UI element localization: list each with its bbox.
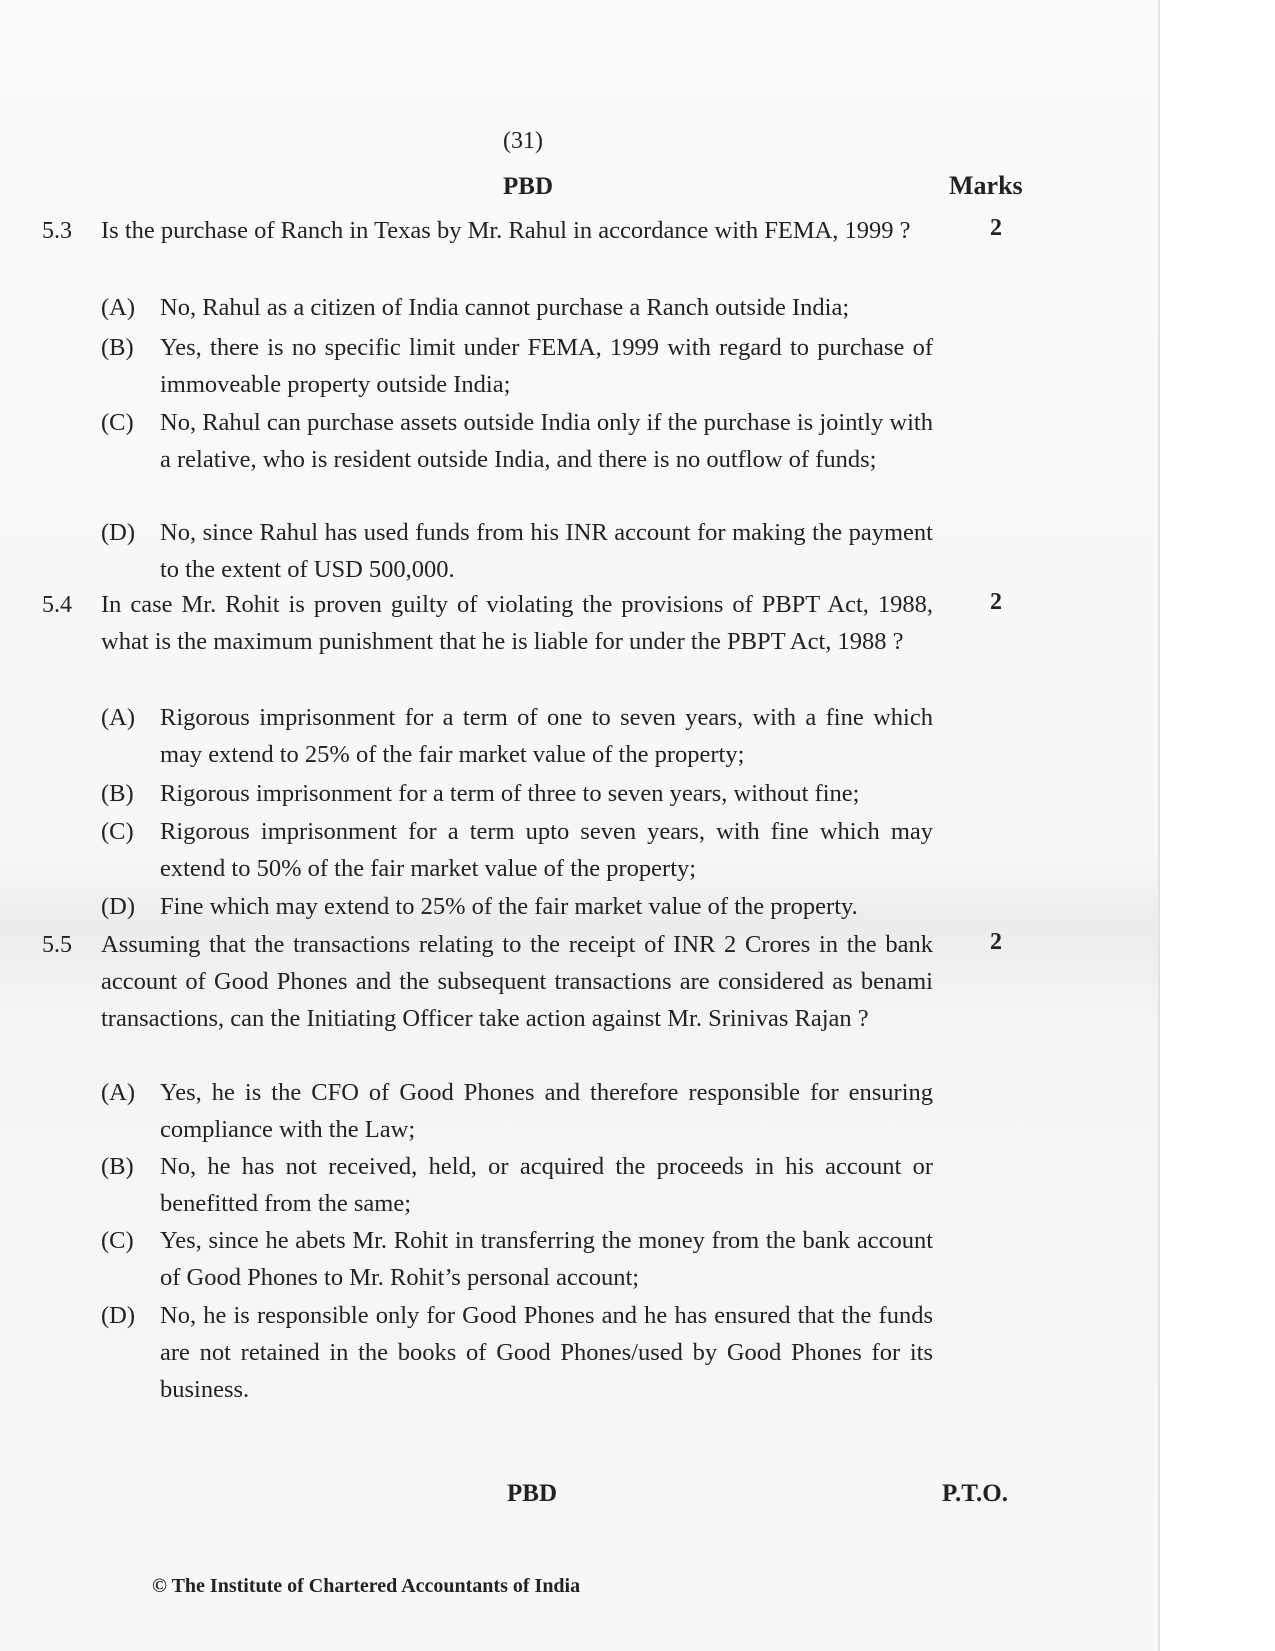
- option-label: (B): [101, 334, 134, 361]
- option-text: Yes, since he abets Mr. Rohit in transferring the money from the bank account of Good Phones to Mr. Rohit’s personal account;: [160, 1227, 933, 1291]
- option-label: (D): [101, 893, 136, 920]
- option-label: (A): [101, 294, 136, 321]
- option-label: (A): [101, 1079, 136, 1106]
- question-text: In case Mr. Rohit is proven guilty of violating the provisions of PBPT Act, 1988, what is the maximum punishment that he is liable for under the PBPT Act, 1988 ?: [101, 591, 933, 655]
- question-number: 5.5: [42, 932, 72, 958]
- question-text: Is the purchase of Ranch in Texas by Mr. Rahul in accordance with FEMA, 1999 ?: [101, 217, 911, 244]
- option-text: No, Rahul can purchase assets outside India only if the purchase is jointly with a relative, who is resident outside India, and there is no outflow of funds;: [160, 409, 933, 473]
- option-label: (C): [101, 409, 134, 436]
- option-label: (A): [101, 704, 136, 731]
- answer-option: [101, 289, 933, 326]
- marks-column-heading: Marks: [949, 171, 1023, 200]
- paper-code-footer: PBD: [507, 1480, 557, 1507]
- option-label: (D): [101, 1302, 136, 1329]
- answer-option: [101, 699, 933, 773]
- page-margin-edge: [1158, 0, 1275, 1651]
- option-text: Rigorous imprisonment for a term upto seven years, with fine which may extend to 50% of the fair market value of the property;: [160, 818, 933, 882]
- answer-option: [101, 329, 933, 403]
- option-text: Yes, he is the CFO of Good Phones and therefore responsible for ensuring compliance with the Law;: [160, 1079, 933, 1143]
- answer-option: [101, 1148, 933, 1222]
- option-text: Yes, there is no specific limit under FEMA, 1999 with regard to purchase of immoveable property outside India;: [160, 334, 933, 398]
- question-text: Assuming that the transactions relating to the receipt of INR 2 Crores in the bank account of Good Phones and the subsequent transactions are considered as benami transactions, can the Initiating Officer take action against Mr. Srinivas Rajan ?: [101, 931, 933, 1032]
- answer-option: [101, 888, 933, 925]
- question-marks: 2: [990, 215, 1002, 241]
- option-text: No, since Rahul has used funds from his INR account for making the payment to the extent of USD 500,000.: [160, 519, 933, 583]
- question-marks: 2: [990, 929, 1002, 955]
- option-label: (D): [101, 519, 136, 546]
- please-turn-over: P.T.O.: [942, 1480, 1008, 1507]
- answer-option: [101, 1222, 933, 1296]
- option-text: Fine which may extend to 25% of the fair market value of the property.: [160, 893, 858, 920]
- page-number: (31): [503, 128, 543, 154]
- copyright-notice: © The Institute of Chartered Accountants of India: [152, 1575, 581, 1597]
- answer-option: [101, 813, 933, 887]
- question-marks: 2: [990, 589, 1002, 615]
- answer-option: [101, 775, 933, 812]
- answer-option: [101, 1074, 933, 1148]
- answer-option: [101, 1297, 933, 1408]
- answer-option: [101, 514, 933, 588]
- option-text: No, he is responsible only for Good Phones and he has ensured that the funds are not retained in the books of Good Phones/used by Good Phones for its business.: [160, 1302, 933, 1403]
- paper-code-header: PBD: [503, 173, 553, 200]
- option-label: (C): [101, 1227, 134, 1254]
- option-label: (C): [101, 818, 134, 845]
- option-text: No, Rahul as a citizen of India cannot purchase a Ranch outside India;: [160, 294, 850, 321]
- option-label: (B): [101, 780, 134, 807]
- option-text: Rigorous imprisonment for a term of one to seven years, with a fine which may extend to 25% of the fair market value of the property;: [160, 704, 933, 768]
- option-text: Rigorous imprisonment for a term of three to seven years, without fine;: [160, 780, 860, 807]
- question-number: 5.4: [42, 592, 72, 618]
- question-number: 5.3: [42, 218, 72, 244]
- option-text: No, he has not received, held, or acquired the proceeds in his account or benefitted from the same;: [160, 1153, 933, 1217]
- option-label: (B): [101, 1153, 134, 1180]
- answer-option: [101, 404, 933, 478]
